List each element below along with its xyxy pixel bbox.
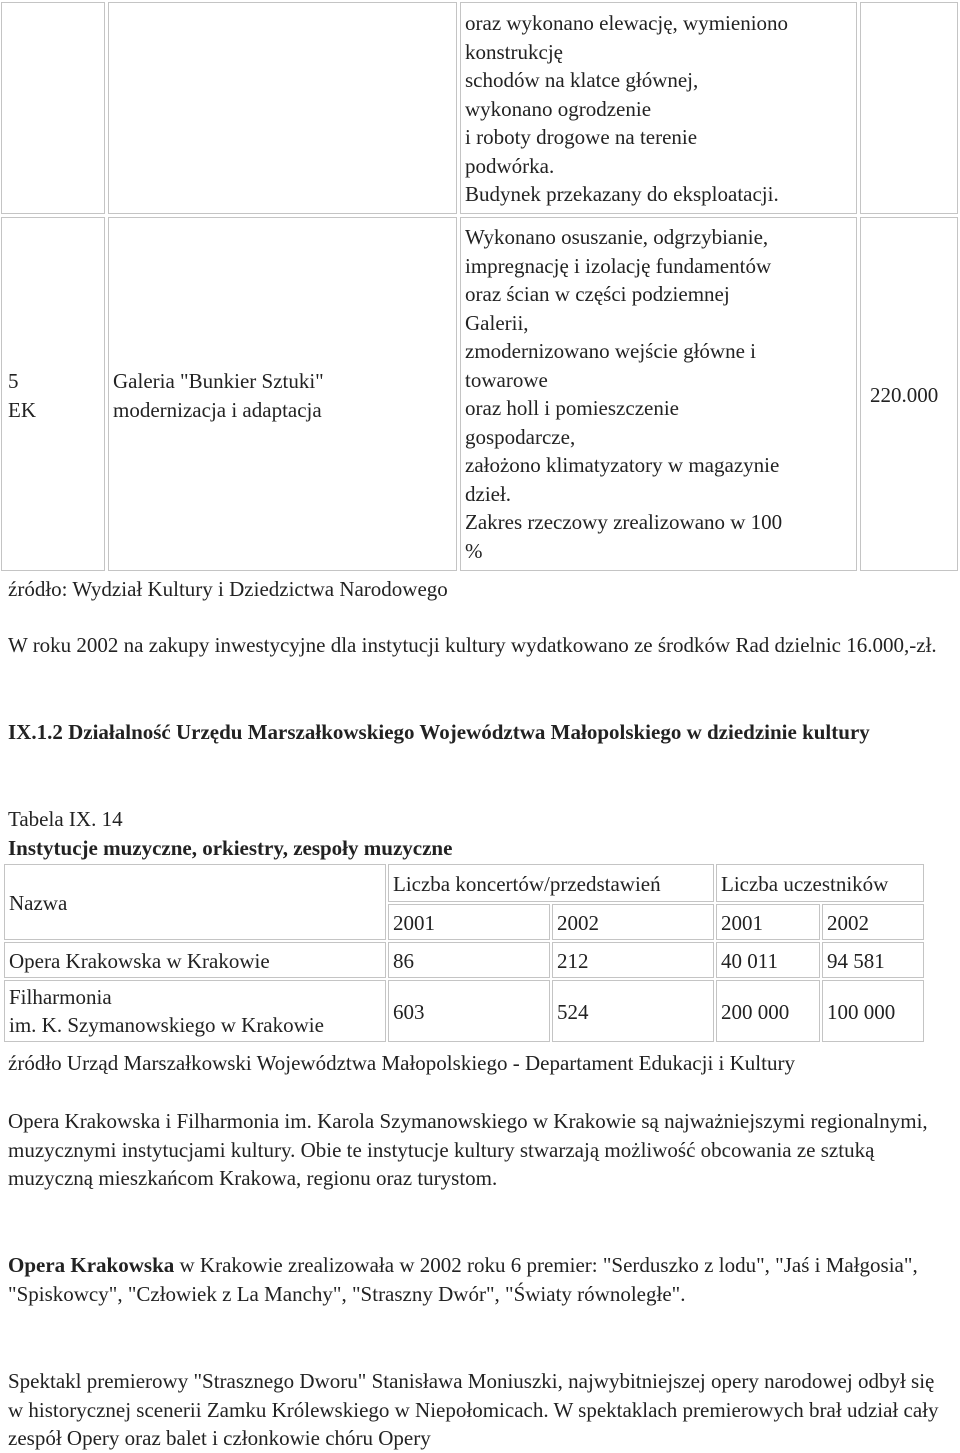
year-cell: [822, 904, 924, 940]
music-table-source: źródło Urząd Marszałkowski Województwa Małopolskiego - Departament Edukacji i Kultury: [8, 1051, 795, 1075]
opera-paragraph: [8, 1251, 953, 1308]
row5-name: Galeria "Bunkier Sztuki" modernizacja i adaptacja: [113, 369, 324, 422]
table-cell: [822, 980, 924, 1042]
top-row-description: oraz wykonano elewację, wymieniono konstrukcję schodów na klatce głównej, wykonano ogrodzenie i roboty drogowe na terenie podwórka. Budynek przekazany do eksploatacji.: [465, 11, 789, 206]
table-cell: [388, 980, 550, 1042]
row-name: Opera Krakowska w Krakowie: [9, 949, 270, 973]
header-name-cell: [4, 864, 386, 940]
row5-description: Wykonano osuszanie, odgrzybianie, impregnację i izolację fundamentów oraz ścian w części podziemnej Galerii, zmodernizowano wejście główne i towarowe oraz holl i pomieszczenie gospodarcze, założono klimatyzatory w magazynie dzieł. Zakres rzeczowy zrealizowano w 100 %: [465, 225, 783, 563]
header-participants: Liczba uczestników: [721, 872, 889, 896]
investment-paragraph: W roku 2002 na zakupy inwestycyjne dla instytucji kultury wydatkowano ze środków Rad dzielnic 16.000,-zł.: [8, 633, 937, 657]
table-value: 603: [393, 1000, 425, 1024]
table-value: 40 011: [721, 949, 778, 973]
table-title: Instytucje muzyczne, orkiestry, zespoły muzyczne: [8, 836, 453, 860]
table-value: 200 000: [721, 1000, 790, 1024]
table-cell: [716, 980, 820, 1042]
top-row-number-cell: [1, 2, 105, 214]
header-concerts: Liczba koncertów/przedstawień: [393, 872, 661, 896]
table-cell: [822, 942, 924, 978]
year-cell: [716, 904, 820, 940]
header-participants-cell: [716, 864, 924, 902]
table-value: 94 581: [827, 949, 885, 973]
opera-paragraph-rest: w Krakowie zrealizowała w 2002 roku 6 premier: "Serduszko z lodu", "Jaś i Małgosia", "Spiskowcy", "Człowiek z La Manchy", "Straszny Dwór", "Światy równoległe".: [8, 1253, 918, 1306]
year-2001-concerts: 2001: [393, 911, 435, 935]
institutions-paragraph: Opera Krakowska i Filharmonia im. Karola Szymanowskiego w Krakowie są najważniejszymi regionalnymi, muzycznymi instytucjami kultury. Obie te instytucje kultury stwarzają możliwość obcowania ze sztuką muzyczną mieszkańcom Krakowa, regionu oraz turystom.: [8, 1109, 928, 1190]
year-2002-concerts: 2002: [557, 911, 599, 935]
row-name: Filharmonia: [9, 985, 112, 1009]
table-cell: [552, 980, 714, 1042]
row5-amount: 220.000: [870, 383, 939, 407]
opera-paragraph-lead: Opera Krakowska: [8, 1253, 175, 1277]
header-concerts-cell: [388, 864, 714, 902]
spektakl-paragraph: Spektakl premierowy "Strasznego Dworu" Stanisława Moniuszki, najwybitniejszej opery narodowej odbył się w historycznej scenerii Zamku Królewskiego w Niepołomicach. W spektaklach premierowych brał udział cały zespół Opery oraz balet i członkowie chóru Opery: [8, 1369, 939, 1450]
project-table-source: źródło: Wydział Kultury i Dziedzictwa Narodowego: [8, 577, 448, 601]
table-cell: [388, 942, 550, 978]
top-row-name-cell: [108, 2, 457, 214]
year-2001-participants: 2001: [721, 911, 763, 935]
table-cell: [716, 942, 820, 978]
table-value: 100 000: [827, 1000, 896, 1024]
table-row-name-cell: [4, 942, 386, 978]
table-label: Tabela IX. 14: [8, 807, 123, 831]
table-value: 524: [557, 1000, 589, 1024]
top-row-amount-cell: [860, 2, 958, 214]
year-2002-participants: 2002: [827, 911, 869, 935]
row-name: im. K. Szymanowskiego w Krakowie: [9, 1013, 324, 1037]
table-value: 86: [393, 949, 414, 973]
year-cell: [388, 904, 550, 940]
year-cell: [552, 904, 714, 940]
table-cell: [552, 942, 714, 978]
row5-number: 5 EK: [8, 369, 36, 422]
table-value: 212: [557, 949, 589, 973]
table-row-name-cell: [4, 980, 386, 1042]
section-heading: IX.1.2 Działalność Urzędu Marszałkowskiego Województwa Małopolskiego w dziedzinie kultury: [8, 720, 870, 744]
header-name: Nazwa: [9, 891, 68, 915]
